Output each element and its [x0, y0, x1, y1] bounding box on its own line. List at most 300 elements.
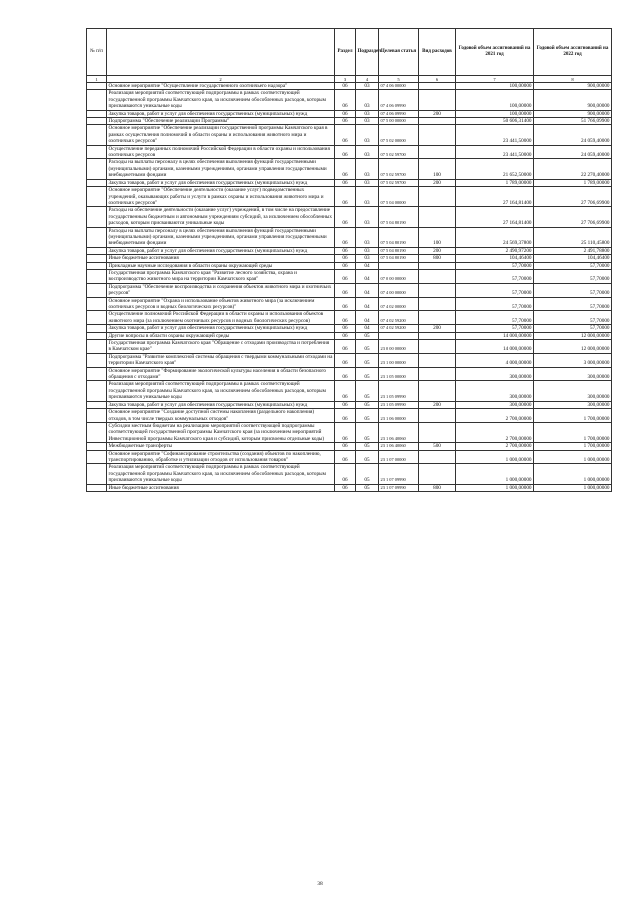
page-number: 38 [317, 881, 323, 887]
row-amount-2022-cell: 57,70000 [534, 262, 612, 269]
row-number-cell [87, 255, 107, 262]
row-number-cell [87, 269, 107, 283]
row-amount-2022-cell: 300,00000 [534, 381, 612, 401]
row-expense-type-cell [419, 118, 456, 125]
row-name-cell: Осуществление переданных полномочий Российской Федерации в области охраны и использования охотничьих ресурсов [107, 145, 335, 159]
row-section-cell: 06 [335, 227, 356, 247]
row-amount-2021-cell: 27 164,81400 [456, 187, 534, 207]
row-section-cell: 06 [335, 110, 356, 117]
row-expense-type-cell [419, 409, 456, 423]
row-section-cell: 06 [335, 297, 356, 311]
column-number: 3 [335, 76, 356, 83]
row-subsection-cell: 03 [356, 83, 379, 90]
table-row [87, 367, 612, 381]
row-amount-2022-cell: 2 491,78800 [534, 247, 612, 254]
row-number-cell [87, 187, 107, 207]
row-expense-type-cell: 100 [419, 159, 456, 179]
table-row [87, 450, 612, 464]
row-subsection-cell: 05 [356, 443, 379, 450]
column-number: 8 [534, 76, 612, 83]
column-number: 5 [379, 76, 419, 83]
row-expense-type-cell [419, 353, 456, 367]
table-row [87, 110, 612, 117]
row-subsection-cell: 04 [356, 297, 379, 311]
row-number-cell [87, 207, 107, 227]
row-target-cell [379, 332, 419, 339]
row-name-cell: Прикладные научные исследования в области охраны окружающей среды [107, 262, 335, 269]
row-target-cell: 23 0 00 00000 [379, 340, 419, 354]
row-name-cell: Реализация мероприятий соответствующей подпрограммы в рамках соответствующей государственной программы Камчатского края, за исключением обособленных расходов, которым присваиваются уникальные коды [107, 381, 335, 401]
row-number-cell [87, 110, 107, 117]
row-target-cell: 07 5 00 00000 [379, 118, 419, 125]
row-name-cell: Иные бюджетные ассигнования [107, 484, 335, 491]
row-amount-2022-cell: 1 700,00000 [534, 422, 612, 442]
row-number-cell [87, 311, 107, 325]
row-target-cell: 23 1 06 40060 [379, 422, 419, 442]
row-expense-type-cell: 200 [419, 401, 456, 408]
row-expense-type-cell [419, 269, 456, 283]
row-amount-2021-cell: 2 490,97200 [456, 247, 534, 254]
row-section-cell: 06 [335, 422, 356, 442]
table-row [87, 409, 612, 423]
row-name-cell: Закупка товаров, работ и услуг для обеспечения государственных (муниципальных) нужд [107, 247, 335, 254]
table-row [87, 179, 612, 186]
header-target: Целевая статья [379, 29, 419, 76]
row-target-cell: 23 1 00 00000 [379, 353, 419, 367]
row-name-cell: Основное мероприятие "Формирование экологической культуры населения в области безопасного обращения с отходами" [107, 367, 335, 381]
row-number-cell [87, 422, 107, 442]
header-2022: Годовой объем ассигнований на 2022 год [534, 29, 612, 76]
row-subsection-cell: 03 [356, 179, 379, 186]
row-subsection-cell: 03 [356, 125, 379, 145]
row-target-cell: 07 5 02 59700 [379, 145, 419, 159]
table-row [87, 325, 612, 332]
row-target-cell: 07 5 02 59700 [379, 159, 419, 179]
row-expense-type-cell [419, 367, 456, 381]
row-subsection-cell: 05 [356, 340, 379, 354]
row-subsection-cell: 05 [356, 422, 379, 442]
row-amount-2021-cell: 21 652,50000 [456, 159, 534, 179]
row-expense-type-cell [419, 283, 456, 297]
row-amount-2022-cell: 1 700,00000 [534, 409, 612, 423]
row-amount-2021-cell: 1 000,00000 [456, 464, 534, 484]
row-number-cell [87, 332, 107, 339]
row-target-cell: 07 5 04 80190 [379, 255, 419, 262]
row-amount-2021-cell: 4 000,00000 [456, 353, 534, 367]
row-name-cell: Реализация мероприятий соответствующей подпрограммы в рамках соответствующей государственной программы Камчатского края, за исключением обособленных расходов, которым присваиваются уникальные коды [107, 90, 335, 110]
row-expense-type-cell: 100 [419, 227, 456, 247]
table-row [87, 422, 612, 442]
row-number-cell [87, 297, 107, 311]
row-target-cell: 23 1 07 09990 [379, 484, 419, 491]
row-target-cell: 07 4 00 00000 [379, 283, 419, 297]
row-target-cell: 23 1 06 00000 [379, 409, 419, 423]
row-number-cell [87, 325, 107, 332]
row-name-cell: Закупка товаров, работ и услуг для обеспечения государственных (муниципальных) нужд [107, 401, 335, 408]
row-name-cell: Закупка товаров, работ и услуг для обеспечения государственных (муниципальных) нужд [107, 179, 335, 186]
row-number-cell [87, 179, 107, 186]
row-number-cell [87, 262, 107, 269]
row-name-cell: Другие вопросы в области охраны окружающей среды [107, 332, 335, 339]
row-target-cell: 23 1 05 09990 [379, 381, 419, 401]
column-number-row [87, 76, 612, 83]
row-amount-2021-cell: 1 000,00000 [456, 450, 534, 464]
row-target-cell: 07 5 02 59700 [379, 179, 419, 186]
budget-sheet [86, 28, 611, 492]
row-target-cell: 07 4 06 09990 [379, 90, 419, 110]
row-expense-type-cell [419, 381, 456, 401]
row-number-cell [87, 401, 107, 408]
row-name-cell: Основное мероприятие "Софинансирование строительства (создания) объектов по накоплению, транспортированию, обработке и утилизации отходов от использования товаров" [107, 450, 335, 464]
row-section-cell: 06 [335, 340, 356, 354]
row-section-cell: 06 [335, 207, 356, 227]
row-subsection-cell: 03 [356, 90, 379, 110]
row-name-cell: Расходы на обеспечение деятельности (оказание услуг) учреждений, в том числе на предоставление государственным бюджетным и автономным учреждениям субсидий, за исключением обособленных расходов, которым присваиваются уникальные коды [107, 207, 335, 227]
row-amount-2021-cell: 57,70000 [456, 283, 534, 297]
row-subsection-cell: 03 [356, 255, 379, 262]
row-amount-2022-cell: 3 000,00000 [534, 353, 612, 367]
row-name-cell: Субсидии местным бюджетам на реализацию мероприятий соответствующей подпрограммы соответствующей государственной программы Камчатского края (за исключением мероприятий Инвестиционной программы Камчатского края и субсидий, которым присвоены отдельные коды) [107, 422, 335, 442]
header-subsection: Подраздел [356, 29, 379, 76]
header-expense: Вид расходов [419, 29, 456, 76]
row-name-cell: Государственная программа Камчатского края "Развитие лесного хозяйства, охрана и воспроизводство животного мира на территории Камчатского края" [107, 269, 335, 283]
row-expense-type-cell [419, 90, 456, 110]
row-number-cell [87, 125, 107, 145]
row-amount-2022-cell: 900,00000 [534, 83, 612, 90]
row-section-cell: 06 [335, 247, 356, 254]
row-section-cell: 06 [335, 159, 356, 179]
row-amount-2021-cell: 14 000,00000 [456, 340, 534, 354]
row-expense-type-cell [419, 422, 456, 442]
row-amount-2022-cell: 900,00000 [534, 110, 612, 117]
column-number: 1 [87, 76, 107, 83]
row-target-cell: 07 4 02 00000 [379, 297, 419, 311]
row-amount-2022-cell: 1 000,00000 [534, 464, 612, 484]
row-amount-2021-cell: 300,00000 [456, 401, 534, 408]
row-section-cell: 06 [335, 450, 356, 464]
row-amount-2021-cell: 23 441,50000 [456, 145, 534, 159]
table-row [87, 283, 612, 297]
row-section-cell: 06 [335, 145, 356, 159]
row-expense-type-cell [419, 464, 456, 484]
row-amount-2021-cell: 1 789,00000 [456, 179, 534, 186]
row-section-cell: 06 [335, 269, 356, 283]
row-name-cell: Основное мероприятие "Охрана и использование объектов животного мира (за исключением охотничьих ресурсов и водных биологических ресурсов)" [107, 297, 335, 311]
row-subsection-cell: 04 [356, 311, 379, 325]
row-name-cell: Основное мероприятие "Осуществление государственного охотничьего надзора" [107, 83, 335, 90]
row-name-cell: Подпрограмма "Обеспечение реализации Программы" [107, 118, 335, 125]
header-row [87, 29, 612, 76]
row-name-cell: Государственная программа Камчатского края "Обращение с отходами производства и потребления в Камчатском крае" [107, 340, 335, 354]
row-amount-2021-cell: 100,00000 [456, 90, 534, 110]
row-number-cell [87, 367, 107, 381]
row-amount-2021-cell: 57,70000 [456, 325, 534, 332]
row-target-cell: 23 1 05 00000 [379, 367, 419, 381]
row-amount-2021-cell: 57,70000 [456, 311, 534, 325]
row-amount-2022-cell: 25 110,45800 [534, 227, 612, 247]
row-subsection-cell: 05 [356, 450, 379, 464]
row-amount-2021-cell: 104,46400 [456, 255, 534, 262]
row-name-cell: Основное мероприятие "Обеспечение деятельности (оказание услуг) подведомственных учреждений, оказывающих работы и услуги в рамках охраны и использования животного мира и охотничьих ресурсов" [107, 187, 335, 207]
row-subsection-cell: 03 [356, 227, 379, 247]
table-row [87, 255, 612, 262]
row-amount-2022-cell: 1 000,00000 [534, 484, 612, 491]
row-number-cell [87, 283, 107, 297]
table-row [87, 464, 612, 484]
row-amount-2021-cell: 50 606,31400 [456, 118, 534, 125]
table-row [87, 484, 612, 491]
row-amount-2022-cell: 24 059,40000 [534, 145, 612, 159]
row-subsection-cell: 05 [356, 353, 379, 367]
row-expense-type-cell [419, 125, 456, 145]
row-target-cell: 07 4 02 59200 [379, 325, 419, 332]
row-section-cell: 06 [335, 283, 356, 297]
row-amount-2022-cell: 27 706,69900 [534, 187, 612, 207]
row-subsection-cell: 03 [356, 118, 379, 125]
row-name-cell: Осуществление полномочий Российской Федерации в области охраны и использования объектов животного мира (за исключением охотничьих ресурсов и водных биологических ресурсов) [107, 311, 335, 325]
table-row [87, 332, 612, 339]
row-subsection-cell: 04 [356, 283, 379, 297]
row-section-cell: 06 [335, 179, 356, 186]
row-amount-2021-cell: 2 700,00000 [456, 443, 534, 450]
row-section-cell: 06 [335, 118, 356, 125]
table-row [87, 311, 612, 325]
row-target-cell: 23 1 05 09990 [379, 401, 419, 408]
column-number: 2 [107, 76, 335, 83]
table-row [87, 145, 612, 159]
row-amount-2022-cell: 57,70000 [534, 297, 612, 311]
row-subsection-cell: 05 [356, 381, 379, 401]
header-2021: Годовой объем ассигнований на 2021 год [456, 29, 534, 76]
table-row [87, 159, 612, 179]
row-target-cell [379, 262, 419, 269]
row-subsection-cell: 03 [356, 207, 379, 227]
row-amount-2022-cell: 51 766,09900 [534, 118, 612, 125]
table-row [87, 83, 612, 90]
row-expense-type-cell [419, 83, 456, 90]
row-section-cell: 06 [335, 367, 356, 381]
row-expense-type-cell: 800 [419, 484, 456, 491]
row-section-cell: 06 [335, 409, 356, 423]
row-expense-type-cell: 200 [419, 179, 456, 186]
table-body [87, 83, 612, 492]
row-number-cell [87, 159, 107, 179]
row-amount-2022-cell: 1 700,00000 [534, 443, 612, 450]
row-expense-type-cell [419, 207, 456, 227]
row-name-cell: Закупка товаров, работ и услуг для обеспечения государственных (муниципальных) нужд [107, 110, 335, 117]
table-row [87, 207, 612, 227]
row-amount-2021-cell: 14 000,00000 [456, 332, 534, 339]
row-section-cell: 06 [335, 90, 356, 110]
row-expense-type-cell [419, 332, 456, 339]
row-target-cell: 23 1 06 40060 [379, 443, 419, 450]
row-amount-2022-cell: 12 000,00000 [534, 340, 612, 354]
table-row [87, 262, 612, 269]
row-name-cell: Расходы на выплаты персоналу в целях обеспечения выполнения функций государственными (муниципальными) органами, казенными учреждениями, органами управления государственными внебюджетными фондами [107, 227, 335, 247]
row-expense-type-cell [419, 187, 456, 207]
row-section-cell: 06 [335, 443, 356, 450]
row-subsection-cell: 04 [356, 262, 379, 269]
row-amount-2022-cell: 57,70000 [534, 311, 612, 325]
table-row [87, 297, 612, 311]
row-section-cell: 06 [335, 187, 356, 207]
row-subsection-cell: 05 [356, 367, 379, 381]
row-amount-2022-cell: 1 789,00000 [534, 179, 612, 186]
row-amount-2021-cell: 300,00000 [456, 381, 534, 401]
header-section: Раздел [335, 29, 356, 76]
row-number-cell [87, 340, 107, 354]
row-number-cell [87, 118, 107, 125]
row-name-cell: Подпрограмма "Развитие комплексной системы обращения с твердыми коммунальными отходами на территории Камчатского края" [107, 353, 335, 367]
row-expense-type-cell [419, 340, 456, 354]
row-amount-2021-cell: 27 164,81400 [456, 207, 534, 227]
row-subsection-cell: 05 [356, 484, 379, 491]
header-num: № п/п [87, 29, 107, 76]
row-amount-2022-cell: 300,00000 [534, 401, 612, 408]
column-number: 6 [419, 76, 456, 83]
header-name [107, 29, 335, 76]
row-expense-type-cell [419, 311, 456, 325]
row-target-cell: 07 4 06 09990 [379, 110, 419, 117]
row-section-cell: 06 [335, 464, 356, 484]
table-row [87, 340, 612, 354]
budget-table [86, 28, 612, 492]
row-amount-2022-cell: 300,00000 [534, 367, 612, 381]
row-amount-2021-cell: 24 569,37800 [456, 227, 534, 247]
row-amount-2021-cell: 57,70000 [456, 297, 534, 311]
row-target-cell: 07 5 04 80190 [379, 207, 419, 227]
row-expense-type-cell [419, 262, 456, 269]
row-amount-2022-cell: 12 000,00000 [534, 332, 612, 339]
row-amount-2022-cell: 1 000,00000 [534, 450, 612, 464]
table-row [87, 187, 612, 207]
row-section-cell: 06 [335, 255, 356, 262]
table-row [87, 118, 612, 125]
table-row [87, 381, 612, 401]
row-amount-2022-cell: 57,70000 [534, 269, 612, 283]
row-subsection-cell: 03 [356, 110, 379, 117]
row-name-cell: Закупка товаров, работ и услуг для обеспечения государственных (муниципальных) нужд [107, 325, 335, 332]
row-number-cell [87, 443, 107, 450]
row-section-cell: 06 [335, 484, 356, 491]
row-section-cell: 06 [335, 332, 356, 339]
column-number: 7 [456, 76, 534, 83]
row-target-cell: 07 5 04 00000 [379, 187, 419, 207]
row-subsection-cell: 05 [356, 409, 379, 423]
table-row [87, 443, 612, 450]
row-amount-2021-cell: 57,70000 [456, 262, 534, 269]
row-target-cell: 07 5 02 00000 [379, 125, 419, 145]
row-expense-type-cell: 200 [419, 247, 456, 254]
row-section-cell: 06 [335, 325, 356, 332]
row-target-cell: 07 5 04 80190 [379, 247, 419, 254]
row-subsection-cell: 04 [356, 325, 379, 332]
row-amount-2021-cell: 100,00000 [456, 83, 534, 90]
row-subsection-cell: 04 [356, 269, 379, 283]
row-amount-2021-cell: 2 700,00000 [456, 409, 534, 423]
table-row [87, 227, 612, 247]
row-subsection-cell: 03 [356, 187, 379, 207]
row-expense-type-cell: 200 [419, 110, 456, 117]
row-name-cell: Основное мероприятие "Создание доступной системы накопления (раздельного накопления) отходов, в том числе твердых коммунальных отходов" [107, 409, 335, 423]
row-name-cell: Основное мероприятие "Обеспечение реализации государственной программы Камчатского края в рамках осуществления полномочий в области охраны и использования животного мира и охотничьих ресурсов" [107, 125, 335, 145]
table-row [87, 125, 612, 145]
row-subsection-cell: 03 [356, 247, 379, 254]
row-expense-type-cell [419, 450, 456, 464]
row-number-cell [87, 464, 107, 484]
row-name-cell: Расходы на выплаты персоналу в целях обеспечения выполнения функций государственными (муниципальными) органами, казенными учреждениями, органами управления государственными внебюджетными фондами [107, 159, 335, 179]
row-number-cell [87, 484, 107, 491]
row-name-cell: Иные бюджетные ассигнования [107, 255, 335, 262]
row-section-cell: 06 [335, 353, 356, 367]
row-amount-2021-cell: 300,00000 [456, 367, 534, 381]
row-amount-2021-cell: 2 700,00000 [456, 422, 534, 442]
row-subsection-cell: 05 [356, 401, 379, 408]
row-section-cell: 06 [335, 381, 356, 401]
row-target-cell: 07 4 02 59200 [379, 311, 419, 325]
table-row [87, 401, 612, 408]
row-subsection-cell: 05 [356, 464, 379, 484]
row-number-cell [87, 450, 107, 464]
row-target-cell: 07 4 06 00000 [379, 83, 419, 90]
row-section-cell: 06 [335, 311, 356, 325]
row-name-cell: Реализация мероприятий соответствующей подпрограммы в рамках соответствующей государственной программы Камчатского края, за исключением обособленных расходов, которым присваиваются уникальные коды [107, 464, 335, 484]
row-number-cell [87, 145, 107, 159]
row-name-cell: Межбюджетные трансферты [107, 443, 335, 450]
row-amount-2022-cell: 57,70000 [534, 325, 612, 332]
table-row [87, 353, 612, 367]
row-amount-2022-cell: 22 270,40000 [534, 159, 612, 179]
row-expense-type-cell [419, 145, 456, 159]
row-amount-2022-cell: 104,46400 [534, 255, 612, 262]
table-row [87, 247, 612, 254]
row-amount-2022-cell: 24 059,40000 [534, 125, 612, 145]
row-number-cell [87, 83, 107, 90]
table-row [87, 90, 612, 110]
row-subsection-cell: 03 [356, 145, 379, 159]
row-name-cell: Подпрограмма "Обеспечение воспроизводства и сохранения объектов животного мира и охотничьих ресурсов" [107, 283, 335, 297]
table-row [87, 269, 612, 283]
row-number-cell [87, 409, 107, 423]
row-expense-type-cell: 500 [419, 443, 456, 450]
row-section-cell: 06 [335, 83, 356, 90]
row-section-cell: 06 [335, 125, 356, 145]
row-amount-2021-cell: 23 441,50000 [456, 125, 534, 145]
row-amount-2021-cell: 1 000,00000 [456, 484, 534, 491]
row-section-cell: 06 [335, 262, 356, 269]
row-target-cell: 23 1 07 00000 [379, 450, 419, 464]
row-target-cell: 23 1 07 09990 [379, 464, 419, 484]
row-amount-2021-cell: 100,00000 [456, 110, 534, 117]
row-expense-type-cell [419, 297, 456, 311]
row-number-cell [87, 381, 107, 401]
row-expense-type-cell: 800 [419, 255, 456, 262]
row-amount-2022-cell: 57,70000 [534, 283, 612, 297]
row-amount-2022-cell: 27 706,69900 [534, 207, 612, 227]
column-number: 4 [356, 76, 379, 83]
row-amount-2021-cell: 57,70000 [456, 269, 534, 283]
row-subsection-cell: 03 [356, 159, 379, 179]
row-amount-2022-cell: 900,00000 [534, 90, 612, 110]
row-number-cell [87, 227, 107, 247]
row-target-cell: 07 5 04 80190 [379, 227, 419, 247]
row-number-cell [87, 247, 107, 254]
row-subsection-cell: 05 [356, 332, 379, 339]
row-section-cell: 06 [335, 401, 356, 408]
row-number-cell [87, 353, 107, 367]
row-number-cell [87, 90, 107, 110]
row-target-cell: 07 0 00 00000 [379, 269, 419, 283]
